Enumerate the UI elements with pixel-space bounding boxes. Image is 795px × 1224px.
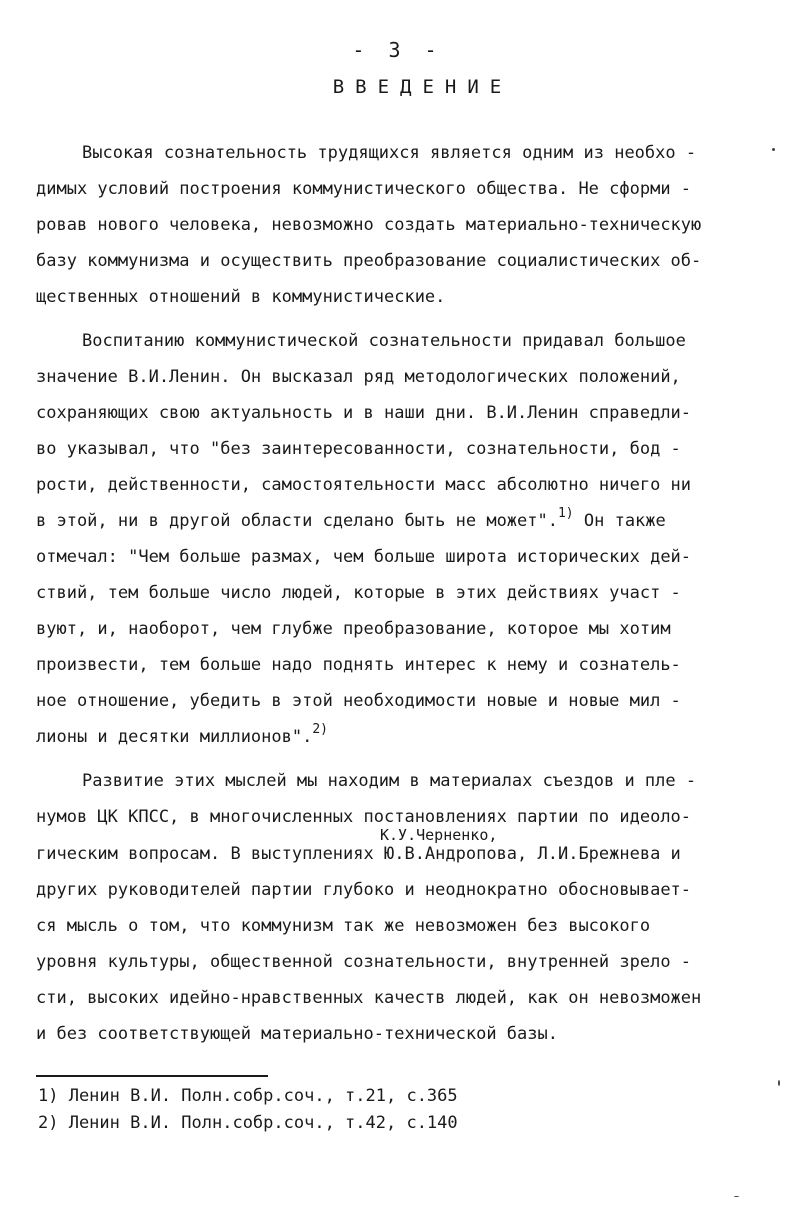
- scan-speck: [734, 1196, 739, 1197]
- footnote-ref-1: 1): [557, 506, 574, 521]
- paragraph-1-line-2: димых условий построения коммунистического общества. Не сформи -: [36, 179, 692, 199]
- paragraph-1-line-1: Высокая сознательность трудящихся является одним из необхо -: [82, 143, 697, 163]
- page-title: ВВЕДЕНИЕ: [332, 76, 513, 98]
- paragraph-3-line-4: других руководителей партии глубоко и неоднократно обосновывает-: [36, 880, 692, 900]
- paragraph-2-line-4: во указывал, что "без заинтересованности, сознательности, бод -: [36, 439, 681, 459]
- paragraph-2-line-6-text: в этой, ни в другой области сделано быть не может".: [36, 511, 558, 531]
- paragraph-1-line-4: базу коммунизма и осуществить преобразование социалистических об-: [36, 251, 702, 271]
- paragraph-1-line-3: ровав нового человека, невозможно создать материально-техническую: [36, 215, 702, 235]
- footnote-ref-2: 2): [312, 722, 328, 737]
- page-number: - 3 -: [352, 38, 443, 62]
- paragraph-3-line-6: уровня культуры, общественной сознательности, внутренней зрело -: [36, 952, 692, 972]
- paragraph-1-line-5: щественных отношений в коммунистические.: [36, 287, 446, 307]
- paragraph-3-line-2: нумов ЦК КПСС, в многочисленных постановлениях партии по идеоло-: [36, 807, 692, 827]
- scan-speck: [778, 1080, 780, 1086]
- footnote-2: 2) Ленин В.И. Полн.собр.соч., т.42, с.140: [38, 1113, 458, 1133]
- paragraph-2-line-12-text: лионы и десятки миллионов".: [36, 727, 313, 747]
- handwritten-insertion: К.У.Черненко,: [380, 826, 498, 844]
- paragraph-2-line-1: Воспитанию коммунистической сознательности придавал большое: [82, 331, 686, 351]
- paragraph-2-line-8: ствий, тем больше число людей, которые в этих действиях участ -: [36, 583, 681, 603]
- paragraph-2-line-5: рости, действенности, самостоятельности масс абсолютно ничего ни: [36, 475, 692, 495]
- footnote-1: 1) Ленин В.И. Полн.собр.соч., т.21, с.365: [38, 1086, 458, 1106]
- paragraph-2-line-3: сохраняющих свою актуальность и в наши дни. В.И.Ленин справедли-: [36, 403, 692, 423]
- paragraph-2-line-6: [36, 506, 666, 534]
- paragraph-3-line-3: гическим вопросам. В выступлениях Ю.В.Андропова, Л.И.Брежнева и: [36, 844, 681, 864]
- paragraph-2-line-10: произвести, тем больше надо поднять интерес к нему и сознатель-: [36, 655, 681, 675]
- paragraph-2-line-2: значение В.И.Ленин. Он высказал ряд методологических положений,: [36, 367, 681, 387]
- paragraph-3-line-8: и без соответствующей материально-технической базы.: [36, 1024, 558, 1044]
- paragraph-2-line-6-tail: Он также: [573, 511, 666, 531]
- paragraph-2-line-12: [36, 722, 328, 750]
- paragraph-2-line-11: ное отношение, убедить в этой необходимости новые и новые мил -: [36, 691, 681, 711]
- paragraph-3-line-5: ся мысль о том, что коммунизм так же невозможен без высокого: [36, 916, 651, 936]
- paragraph-2-line-7: отмечал: "Чем больше размах, чем больше широта исторических дей-: [36, 547, 692, 567]
- scan-speck: [772, 148, 775, 151]
- footnote-divider: [36, 1075, 268, 1077]
- paragraph-3-line-1: Развитие этих мыслей мы находим в материалах съездов и пле -: [82, 771, 697, 791]
- paragraph-3-line-7: сти, высоких идейно-нравственных качеств людей, как он невозможен: [36, 988, 702, 1008]
- paragraph-2-line-9: вуют, и, наоборот, чем глубже преобразование, которое мы хотим: [36, 619, 671, 639]
